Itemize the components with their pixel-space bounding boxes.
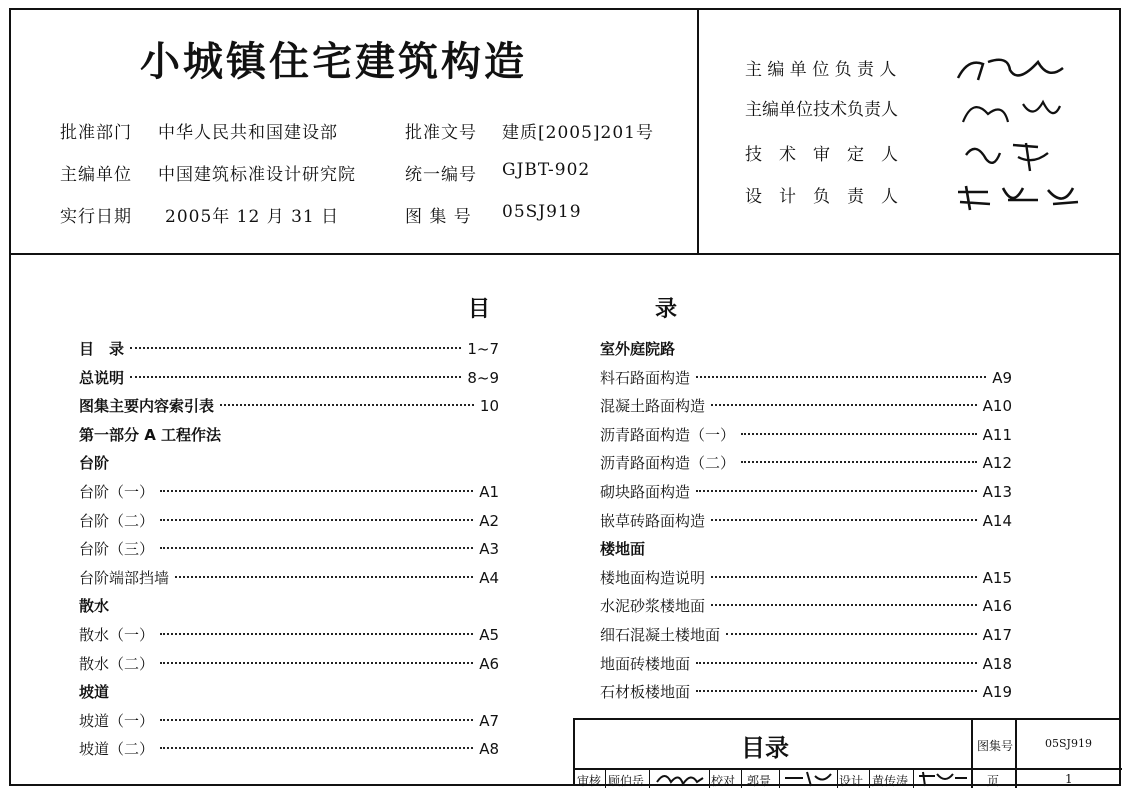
toc-entry-page: 1~7 [467,340,499,358]
header-divider [9,253,1121,255]
signer-role-2: 主编单位技术负责人 [745,100,898,120]
reviewer-signature [653,768,707,788]
editor-unit-label: 主编单位 [60,165,132,185]
toc-entry[interactable] [600,595,1012,617]
toc-leader-dots [711,404,977,406]
toc-entry-label: 图集主要内容索引表 [79,397,215,416]
signer-role-3: 技 术 审 定 人 [745,145,898,165]
toc-leader-dots [696,690,977,692]
toc-entry[interactable] [600,395,1012,417]
toc-entry-page: A19 [982,683,1012,702]
toc-entry-page: A12 [982,454,1012,473]
reviewer-name: 顾伯岳 [608,774,645,788]
title-block-name: 目录 [741,734,789,762]
signer-role-4: 设 计 负 责 人 [745,187,898,207]
toc-entry-page: 8~9 [467,368,499,387]
toc-entry-page: A10 [982,397,1012,416]
toc-entry-page: A15 [982,568,1012,587]
toc-heading-left: 目 [468,297,491,322]
signature-4 [948,178,1088,218]
header-vertical-divider [697,8,699,253]
atlas-no-value: 05SJ919 [502,202,582,222]
toc-entry[interactable] [600,452,1012,474]
toc-entry-label: 坡道（一） [79,711,155,730]
toc-leader-dots [711,576,977,578]
check-label: 校对 [711,774,736,788]
toc-entry-label: 料石路面构造 [600,368,691,387]
toc-entry-label: 嵌草砖路面构造 [600,511,706,530]
signature-1 [948,50,1088,90]
toc-leader-dots [160,519,473,521]
toc-leader-dots [160,662,473,664]
toc-entry[interactable] [600,424,1012,446]
toc-leader-dots [711,604,977,606]
toc-entry-label: 散水（一） [79,626,155,644]
toc-entry-page: A14 [982,511,1012,530]
toc-entry-label: 台阶（二） [79,511,155,530]
toc-leader-dots [741,433,977,435]
toc-leader-dots [696,662,977,664]
toc-entry[interactable] [79,624,499,646]
signer-role-1: 主 编 单 位 负 责 人 [745,60,897,80]
toc-leader-dots [696,376,986,378]
toc-entry-page: A3 [479,540,499,559]
toc-entry-label: 台阶端部挡墙 [79,568,170,587]
toc-section-heading: 散水 [79,597,110,616]
toc-entry-page: A5 [479,626,499,644]
toc-entry-label: 楼地面构造说明 [600,568,706,587]
toc-entry[interactable] [79,567,499,589]
toc-entry-page: A16 [982,597,1012,616]
unified-no-value: GJBT-902 [502,160,591,180]
toc-entry-page: A6 [479,654,499,673]
atlas-number: 05SJ919 [1045,737,1092,750]
toc-entry-page: A11 [982,425,1012,444]
toc-entry-label: 地面砖楼地面 [600,654,691,673]
toc-entry-page: A4 [479,568,499,587]
toc-entry-page: A7 [479,711,499,730]
page-label: 页 [987,774,1000,788]
designer-name: 黄传涛 [872,774,909,788]
toc-entry-label: 散水（二） [79,654,155,673]
approval-doc-label: 批准文号 [405,123,477,143]
designer-signature [915,768,969,788]
toc-entry[interactable] [79,481,499,503]
signature-2 [948,92,1088,132]
toc-entry-page: 10 [479,397,499,416]
atlas-no-label: 图 集 号 [405,207,472,227]
toc-leader-dots [160,719,473,721]
toc-entry-label: 细石混凝土楼地面 [600,626,721,644]
page-number: 1 [1065,772,1073,786]
toc-leader-dots [726,633,977,635]
toc-section-heading: 楼地面 [600,540,646,559]
signature-3 [948,135,1088,175]
toc-entry[interactable] [600,367,1012,389]
toc-leader-dots [130,376,461,378]
toc-entry-label: 目 录 [79,340,125,358]
toc-entry-label: 台阶（三） [79,540,155,559]
toc-entry[interactable] [600,681,1012,703]
toc-entry-page: A9 [992,368,1012,387]
toc-leader-dots [741,461,977,463]
toc-section-heading: 坡道 [79,683,110,702]
toc-entry[interactable] [79,538,499,560]
toc-entry-label: 混凝土路面构造 [600,397,706,416]
toc-entry[interactable] [79,510,499,532]
toc-entry-label: 台阶（一） [79,483,155,501]
toc-entry[interactable] [79,367,499,389]
effective-date-label: 实行日期 [60,207,132,227]
toc-leader-dots [711,519,977,521]
effective-date-value: 2005年 12 月 31 日 [165,207,340,227]
toc-entry-page: A1 [479,483,499,501]
approval-doc-value: 建质[2005]201号 [502,123,654,143]
toc-entry[interactable] [600,624,1012,646]
toc-leader-dots [160,547,473,549]
toc-entry-label: 石材板楼地面 [600,683,691,702]
toc-entry[interactable] [79,653,499,675]
toc-entry[interactable] [79,710,499,732]
toc-entry-page: A18 [982,654,1012,673]
toc-entry-page: A2 [479,511,499,530]
toc-entry[interactable] [79,338,499,360]
toc-leader-dots [175,576,473,578]
toc-entry[interactable] [79,738,499,760]
unified-no-label: 统一编号 [405,165,477,185]
toc-heading-right: 录 [655,297,678,322]
toc-section-heading: 第一部分 A 工程作法 [79,425,222,444]
toc-entry[interactable] [600,510,1012,532]
editor-unit-value: 中国建筑标准设计研究院 [158,165,356,185]
toc-entry-page: A13 [982,483,1012,501]
design-label: 设计 [839,774,864,788]
review-label: 审核 [577,774,602,788]
document-title: 小城镇住宅建筑构造 [140,39,527,85]
toc-leader-dots [130,347,461,349]
toc-entry[interactable] [79,395,499,417]
toc-entry[interactable] [600,653,1012,675]
toc-entry-label: 总说明 [79,368,125,387]
checker-signature [781,768,835,788]
toc-entry-page: A17 [982,626,1012,644]
approval-dept-label: 批准部门 [60,123,132,143]
approval-dept-value: 中华人民共和国建设部 [158,123,338,143]
toc-entry-label: 沥青路面构造（一） [600,425,736,444]
toc-entry[interactable] [600,567,1012,589]
toc-leader-dots [160,490,473,492]
toc-section-heading: 台阶 [79,454,110,473]
title-block [573,718,1121,786]
toc-leader-dots [220,404,474,406]
checker-name: 郭景 [747,774,772,788]
toc-entry-label: 沥青路面构造（二） [600,454,736,473]
toc-leader-dots [160,747,473,749]
toc-entry-page: A8 [479,740,499,759]
toc-entry-label: 水泥砂浆楼地面 [600,597,706,616]
toc-leader-dots [160,633,473,635]
toc-leader-dots [696,490,977,492]
toc-entry-label: 坡道（二） [79,740,155,759]
toc-section-heading: 室外庭院路 [600,340,676,358]
atlas-label: 图集号 [977,739,1014,753]
toc-entry[interactable] [600,481,1012,503]
toc-entry-label: 砌块路面构造 [600,483,691,501]
